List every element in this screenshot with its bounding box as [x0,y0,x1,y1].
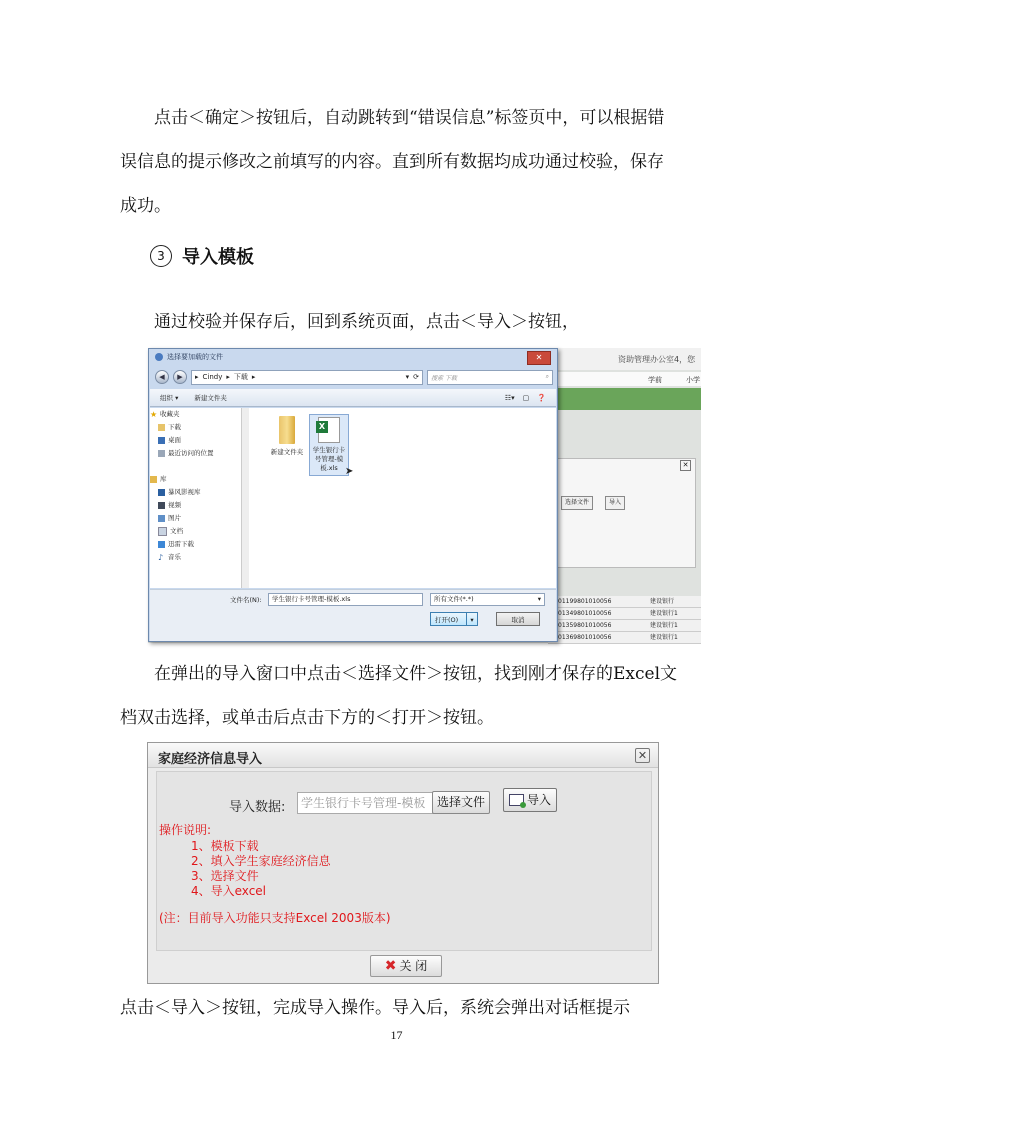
table-row: 01349801010056 建设银行1 [548,608,701,620]
file-dialog-screenshot [148,348,1016,643]
thunder-icon [158,541,165,548]
music-icon: ♪ [158,553,164,562]
close-button[interactable]: ✕ [527,351,551,365]
heading-number: 3 [150,245,172,267]
video-icon [158,502,165,509]
bg-menu-query[interactable]: 数据查询 [1008,395,1016,437]
nav-item[interactable]: ♪ 音乐 [158,553,181,562]
search-input[interactable]: 搜索 下载 ⌕ [427,370,553,385]
search-icon: ⌕ [545,373,549,380]
nav-item[interactable]: 最近访问的位置 [150,447,248,460]
import-button[interactable]: 导入 [503,788,557,812]
download-icon [158,424,165,431]
breadcrumb-downloads[interactable]: 下载 [233,373,248,381]
bg-user-title: 资助管理办公室4，您 [618,355,696,364]
filename-input[interactable]: 学生银行卡号管理-模板.xls [268,593,423,606]
forward-icon[interactable]: ▶ [173,370,187,384]
bg-tab-primary[interactable]: 小学 [686,376,700,384]
help-icon[interactable]: ❓ [537,393,546,402]
heading-text: 导入模板 [182,247,254,268]
close-button[interactable]: ✖ 关 闭 [370,955,442,977]
import-panel [156,771,652,951]
address-row [155,369,553,385]
dialog-footer [150,589,556,641]
close-icon[interactable]: ✕ [635,748,650,763]
toolbar [150,389,556,407]
navigation-pane [150,408,249,588]
file-label: 学生银行卡号管理-模板.xls [312,446,346,472]
picture-icon [158,515,165,522]
table-row: 01369801010056 建设银行1 [548,632,701,644]
bg-choose-file-button[interactable]: 选择文件 [561,496,593,510]
open-button[interactable]: 打开(O) ▾ [430,612,478,626]
table-row: 01359801010056 建设银行1 [548,620,701,632]
bg-import-window [548,458,696,568]
dialog-title: 选择要加载的文件 [167,353,223,361]
paragraph-2: 通过校验并保存后，回到系统页面，点击＜导入＞按钮， [154,312,579,332]
instruction-step: 3、选择文件 [191,869,259,883]
split-arrow-icon[interactable]: ▾ [466,613,477,625]
file-path-input[interactable]: 学生银行卡号管理-模板 [297,792,434,814]
folder-label: 新建文件夹 [270,448,304,456]
address-bar[interactable]: ▸ Cindy ▸ 下载 ▸ ▾ ⟳ [191,370,423,385]
app-icon [155,353,163,361]
file-item-selected[interactable] [309,414,349,476]
nav-scrollbar[interactable] [241,408,249,588]
import-icon [509,794,524,806]
star-icon: ★ [150,410,158,419]
back-icon[interactable]: ◀ [155,370,169,384]
mouse-cursor-icon: ➤ [345,466,354,477]
nav-item[interactable]: 桌面 [150,434,248,447]
nav-item[interactable]: 迅雷下载 [150,538,248,551]
section-heading [150,243,254,269]
nav-item[interactable]: 下载 [150,421,248,434]
view-icon[interactable]: ☷▾ [504,393,515,402]
folder-icon [279,416,295,444]
bg-menu-bar [558,388,1016,437]
document-icon [158,527,167,536]
import-data-label: 导入数据: [229,800,286,815]
refresh-icon[interactable]: ⟳ [413,373,419,381]
library-icon [150,476,157,483]
paragraph-3: 在弹出的导入窗口中点击＜选择文件＞按钮，找到刚才保存的Excel文档双击选择，或单击后点击下方的＜打开＞按钮。 [120,664,678,728]
close-x-icon: ✖ [384,958,397,974]
paragraph-4: 点击＜导入＞按钮，完成导入操作。导入后，系统会弹出对话框提示 [120,998,630,1018]
breadcrumb-cindy[interactable]: Cindy [202,373,223,381]
nav-item[interactable]: 图片 [150,512,248,525]
nav-item[interactable]: 文档 [150,525,248,538]
nav-item[interactable]: 库 [150,473,248,486]
video-lib-icon [158,489,165,496]
bg-table [548,596,701,644]
filetype-select[interactable]: 所有文件(*.*) ▾ [430,593,545,606]
excel-file-icon: X [318,417,340,443]
table-row: 01199801010056 建设银行 [548,596,701,608]
instructions-title: 操作说明: [159,823,212,837]
new-folder-button[interactable]: 新建文件夹 [194,394,227,402]
cancel-button[interactable]: 取消 [496,612,540,626]
instruction-step: 2、填入学生家庭经济信息 [191,854,331,868]
nav-item[interactable]: 视频 [150,499,248,512]
filename-label: 文件名(N): [230,596,262,604]
nav-item[interactable]: 暴风影视库 [150,486,248,499]
version-note: (注：目前导入功能只支持Excel 2003版本) [159,911,391,925]
folder-icon: ▸ [195,373,199,381]
choose-file-button[interactable]: 选择文件 [432,791,490,814]
paragraph-1: 点击＜确定＞按钮后，自动跳转到“错误信息”标签页中，可以根据错误信息的提示修改之前填写的内容。直到所有数据均成功通过校验，保存成功。 [120,108,665,216]
window-title: 家庭经济信息导入 [158,752,263,767]
page-number: 17 [390,1028,403,1042]
nav-item[interactable]: ★ 收藏夹 [150,410,180,419]
chevron-down-icon[interactable]: ▾ [405,373,410,381]
recent-icon [158,450,165,457]
file-list [249,408,556,588]
open-file-dialog [148,348,558,642]
bg-import-button[interactable]: 导入 [605,496,625,510]
window-header [148,743,658,768]
instruction-step: 1、模板下载 [191,839,259,853]
folder-item[interactable] [267,416,307,456]
bg-tab-preschool[interactable]: 学前 [648,376,662,384]
import-window-screenshot [147,742,659,984]
instruction-step: 4、导入excel [191,884,267,898]
preview-pane-icon[interactable]: ▢ [522,393,530,402]
desktop-icon [158,437,165,444]
organize-menu[interactable]: 组织 ▾ [160,394,179,402]
chevron-down-icon: ▾ [537,595,541,603]
bg-close-icon[interactable]: ✕ [680,460,691,471]
